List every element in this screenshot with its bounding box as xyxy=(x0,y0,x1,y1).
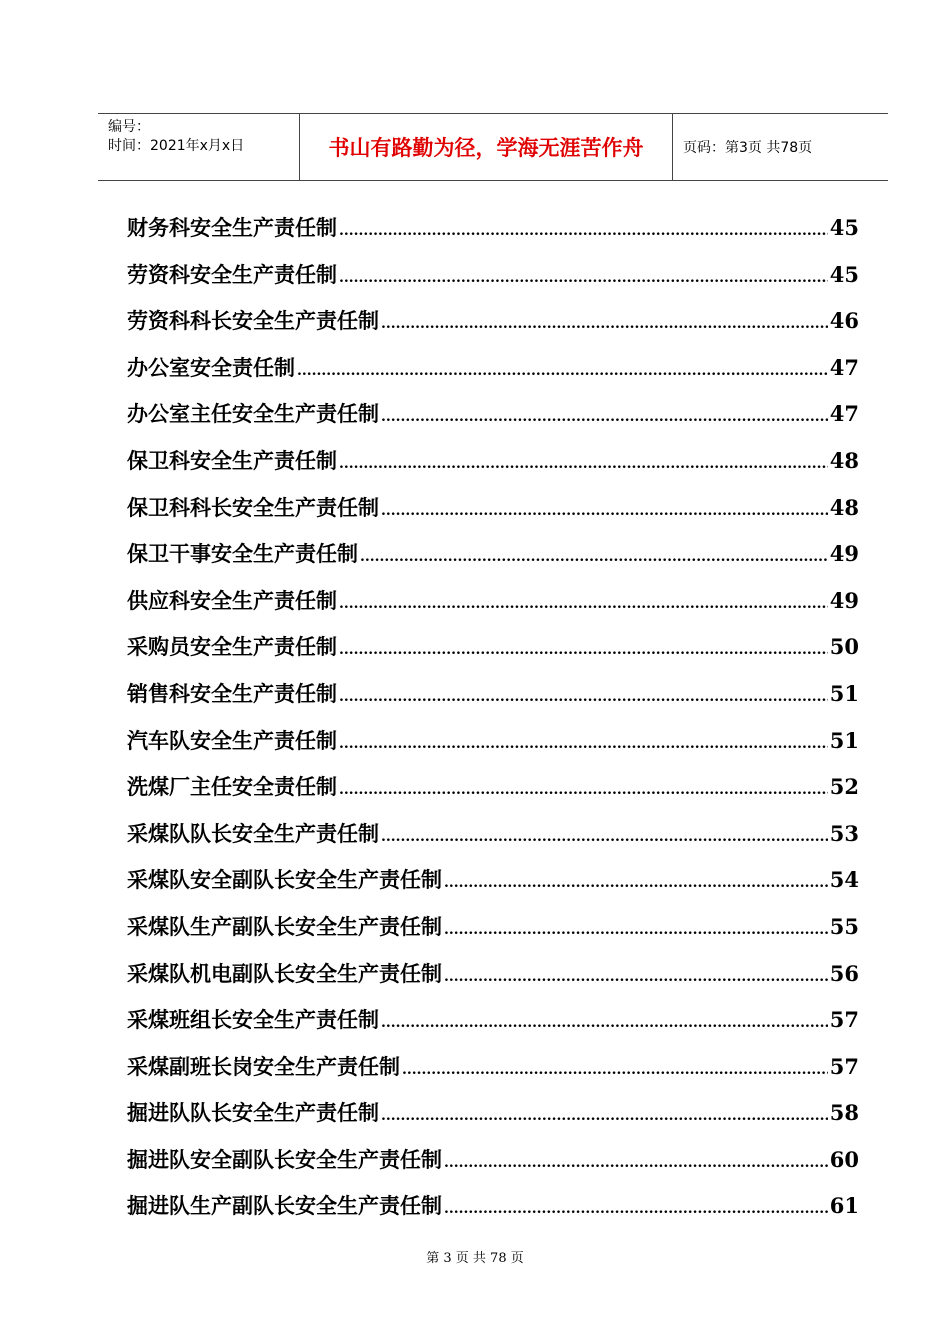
toc-entry-title: 洗煤厂主任安全责任制 xyxy=(127,774,337,800)
toc-entry-title: 保卫干事安全生产责任制 xyxy=(127,541,358,567)
toc-dot-leader xyxy=(444,907,828,950)
toc-entry-title: 采煤队生产副队长安全生产责任制 xyxy=(127,913,442,939)
toc-entry-page: 47 xyxy=(829,354,859,380)
toc-entry-page: 50 xyxy=(829,634,859,660)
toc-entry[interactable] xyxy=(127,954,859,1001)
toc-entry-page: 53 xyxy=(829,820,859,846)
toc-entry[interactable] xyxy=(127,1093,859,1140)
toc-dot-leader xyxy=(297,348,828,391)
toc-dot-leader xyxy=(444,1186,828,1229)
toc-dot-leader xyxy=(381,394,828,437)
toc-entry-page: 52 xyxy=(829,774,859,800)
toc-entry[interactable] xyxy=(127,674,859,721)
toc-dot-leader xyxy=(381,814,828,857)
toc-entry-title: 保卫科安全生产责任制 xyxy=(127,447,337,473)
toc-entry-page: 61 xyxy=(829,1193,859,1219)
toc-entry-title: 采煤队队长安全生产责任制 xyxy=(127,820,379,846)
toc-dot-leader xyxy=(444,860,828,903)
header-meta xyxy=(98,114,300,180)
toc-dot-leader xyxy=(360,534,828,577)
toc-entry-title: 采煤队机电副队长安全生产责任制 xyxy=(127,960,442,986)
toc-entry-page: 51 xyxy=(829,727,859,753)
toc-entry-title: 掘进队队长安全生产责任制 xyxy=(127,1100,379,1126)
toc-entry[interactable] xyxy=(127,255,859,302)
toc-entry[interactable] xyxy=(127,441,859,488)
toc-entry[interactable] xyxy=(127,581,859,628)
page-footer: 第 3 页 共 78 页 xyxy=(426,1251,524,1266)
toc-dot-leader xyxy=(339,721,828,764)
document-number-label: 编号： xyxy=(108,119,150,135)
toc-dot-leader xyxy=(339,255,828,298)
toc-entry-title: 掘进队生产副队长安全生产责任制 xyxy=(127,1193,442,1219)
toc-entry-title: 掘进队安全副队长安全生产责任制 xyxy=(127,1146,442,1172)
toc-dot-leader xyxy=(444,954,828,997)
table-of-contents xyxy=(127,208,859,1233)
toc-entry-page: 51 xyxy=(829,680,859,706)
toc-entry-page: 49 xyxy=(829,587,859,613)
toc-entry[interactable] xyxy=(127,814,859,861)
toc-entry-title: 供应科安全生产责任制 xyxy=(127,587,337,613)
toc-dot-leader xyxy=(339,767,828,810)
toc-dot-leader xyxy=(381,1093,828,1136)
toc-dot-leader xyxy=(339,627,828,670)
toc-entry-title: 办公室安全责任制 xyxy=(127,354,295,380)
toc-entry-page: 48 xyxy=(829,447,859,473)
toc-entry[interactable] xyxy=(127,767,859,814)
toc-entry-page: 46 xyxy=(829,308,859,334)
toc-entry-title: 采煤副班长岗安全生产责任制 xyxy=(127,1053,400,1079)
toc-dot-leader xyxy=(339,441,828,484)
toc-dot-leader xyxy=(381,488,828,531)
header-page-info: 页码：第3页 共78页 xyxy=(683,140,813,156)
toc-entry[interactable] xyxy=(127,1186,859,1233)
toc-entry-title: 销售科安全生产责任制 xyxy=(127,680,337,706)
toc-entry-title: 办公室主任安全生产责任制 xyxy=(127,401,379,427)
page-header xyxy=(98,113,888,181)
toc-entry-page: 45 xyxy=(829,261,859,287)
toc-entry[interactable] xyxy=(127,1047,859,1094)
toc-entry[interactable] xyxy=(127,348,859,395)
toc-entry[interactable] xyxy=(127,394,859,441)
toc-entry-title: 汽车队安全生产责任制 xyxy=(127,727,337,753)
toc-entry[interactable] xyxy=(127,721,859,768)
toc-entry[interactable] xyxy=(127,860,859,907)
toc-entry[interactable] xyxy=(127,907,859,954)
toc-entry-title: 采煤班组长安全生产责任制 xyxy=(127,1007,379,1033)
toc-dot-leader xyxy=(381,1000,828,1043)
toc-entry-page: 55 xyxy=(829,913,859,939)
toc-entry-title: 采煤队安全副队长安全生产责任制 xyxy=(127,867,442,893)
toc-dot-leader xyxy=(444,1140,828,1183)
toc-entry-page: 47 xyxy=(829,401,859,427)
toc-entry[interactable] xyxy=(127,301,859,348)
toc-entry-page: 49 xyxy=(829,541,859,567)
toc-entry-page: 56 xyxy=(829,960,859,986)
toc-entry-title: 采购员安全生产责任制 xyxy=(127,634,337,660)
toc-entry[interactable] xyxy=(127,488,859,535)
toc-entry-page: 60 xyxy=(829,1146,859,1172)
toc-entry[interactable] xyxy=(127,1140,859,1187)
toc-entry-page: 57 xyxy=(829,1053,859,1079)
toc-dot-leader xyxy=(339,674,828,717)
toc-entry[interactable] xyxy=(127,1000,859,1047)
toc-dot-leader xyxy=(381,301,828,344)
toc-entry-title: 保卫科科长安全生产责任制 xyxy=(127,494,379,520)
toc-entry[interactable] xyxy=(127,534,859,581)
document-time: 时间：2021年x月x日 xyxy=(108,138,245,154)
toc-dot-leader xyxy=(339,208,828,251)
toc-entry-title: 劳资科安全生产责任制 xyxy=(127,261,337,287)
toc-entry-title: 劳资科科长安全生产责任制 xyxy=(127,308,379,334)
toc-entry-title: 财务科安全生产责任制 xyxy=(127,215,337,240)
toc-entry-page: 54 xyxy=(829,867,859,893)
header-motto: 书山有路勤为径，学海无涯苦作舟 xyxy=(300,114,673,180)
toc-entry-page: 58 xyxy=(829,1100,859,1126)
toc-entry[interactable] xyxy=(127,208,859,255)
toc-entry-page: 48 xyxy=(829,494,859,520)
toc-entry-page: 45 xyxy=(829,215,859,240)
toc-dot-leader xyxy=(339,581,828,624)
toc-entry-page: 57 xyxy=(829,1007,859,1033)
toc-dot-leader xyxy=(402,1047,828,1090)
toc-entry[interactable] xyxy=(127,627,859,674)
